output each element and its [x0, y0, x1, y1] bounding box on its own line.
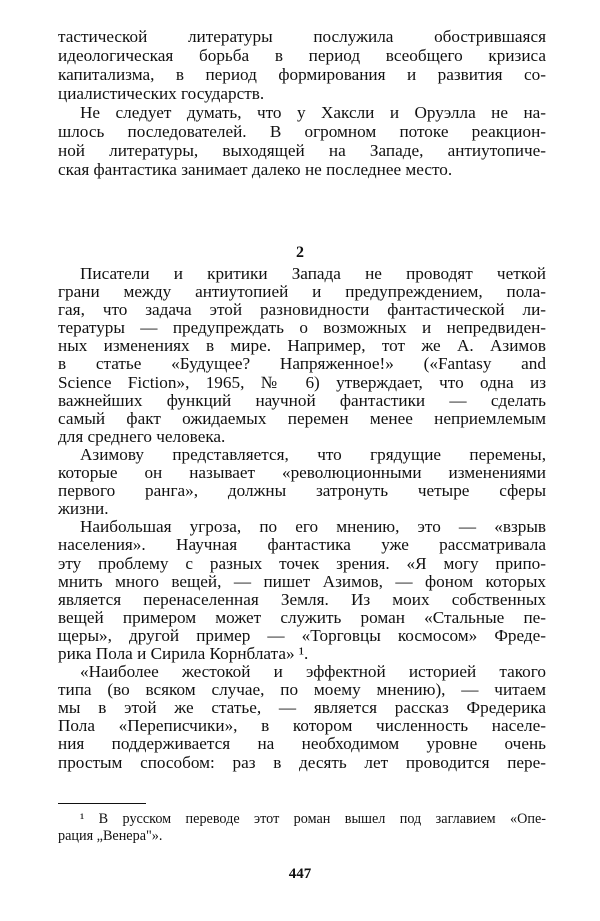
text-line: тературы — предупреждать о возможных и непредвиден-	[58, 318, 546, 338]
text-line: Science Fiction», 1965, № 6) утверждает, что одна из	[58, 372, 546, 392]
text-line: Писатели и критики Запада не проводят четкой	[80, 264, 546, 283]
text-line: ной литературы, выходящей на Западе, антиутопиче-	[58, 141, 546, 160]
paragraph	[58, 27, 546, 103]
page-number: 447	[288, 866, 312, 882]
text-line: эту проблему с разных точек зрения. «Я могу припо-	[58, 553, 546, 573]
text-line: для среднего человека.	[58, 426, 226, 446]
text-block-top	[58, 27, 546, 179]
text-line: тастической литературы послужила обострившаяся	[58, 27, 546, 46]
paragraph	[58, 446, 546, 518]
text-block-main	[58, 265, 546, 772]
paragraph	[58, 103, 546, 179]
text-line: ния поддерживается на необходимом уровне очень	[58, 734, 546, 754]
text-line: в статье «Будущее? Напряженное!» («Fantasy and	[58, 354, 546, 374]
text-line: идеологическая борьба в период всеобщего кризиса	[58, 46, 546, 65]
text-line: шлось последователей. В огромном потоке реакцион-	[58, 122, 546, 141]
text-line: типа (во всяком случае, по моему мнению), — читаем	[58, 680, 546, 700]
paragraph	[58, 811, 546, 845]
text-line: Наибольшая угроза, по его мнению, это — «взрыв	[80, 517, 546, 537]
text-line: ская фантастика занимает далеко не последнее место.	[58, 160, 453, 179]
text-line: гая, что задача этой разновидности фантастической ли-	[58, 300, 546, 320]
paragraph	[58, 663, 546, 772]
text-line: «Наиболее жестокой и эффектной историей такого	[80, 662, 546, 682]
text-line: щеры», другой пример — «Торговцы космосом» Фреде-	[58, 625, 546, 645]
text-line: рация „Венера"».	[58, 828, 163, 844]
text-line: населения». Научная фантастика уже рассматривала	[58, 535, 546, 555]
section-number: 2	[296, 244, 304, 261]
text-line: ных изменениях в мире. Например, тот же А. Азимов	[58, 336, 546, 356]
text-line: самый факт ожидаемых перемен менее неприемлемым	[58, 408, 546, 428]
text-line: грани между антиутопией и предупреждением, пола-	[58, 282, 546, 302]
text-line: ¹ В русском переводе этот роман вышел под заглавием «Опе-	[80, 811, 546, 827]
text-line: капитализма, в период формирования и развития со-	[58, 65, 546, 84]
paragraph	[58, 265, 546, 446]
text-line: мнить много вещей, — пишет Азимов, — фоном которых	[58, 571, 546, 591]
text-line: жизни.	[58, 499, 109, 519]
text-line: которые он называет «революционными изменениями	[58, 463, 546, 483]
text-line: Пола «Переписчики», в котором численность населе-	[58, 716, 546, 736]
text-line: первого ранга», должны затронуть четыре сферы	[58, 481, 546, 501]
footnote-divider	[58, 803, 146, 804]
text-line: простым способом: раз в десять лет проводится пере-	[58, 752, 546, 772]
text-line: вещей примером может служить роман «Стальные пе-	[58, 607, 546, 627]
text-line: Не следует думать, что у Хаксли и Оруэлла не на-	[80, 103, 546, 122]
text-line: важнейших функций научной фантастики — сделать	[58, 390, 546, 410]
text-line: Азимову представляется, что грядущие перемены,	[80, 444, 546, 464]
text-line: циалистических государств.	[58, 84, 265, 103]
text-line: мы в этой же статье, — является рассказ Фредерика	[58, 698, 546, 718]
text-line: является перенаселенная Земля. Из моих собственных	[58, 589, 546, 609]
footnote	[58, 811, 546, 845]
paragraph	[58, 518, 546, 663]
text-line: рика Пола и Сирила Корнблата» ¹.	[58, 643, 309, 663]
